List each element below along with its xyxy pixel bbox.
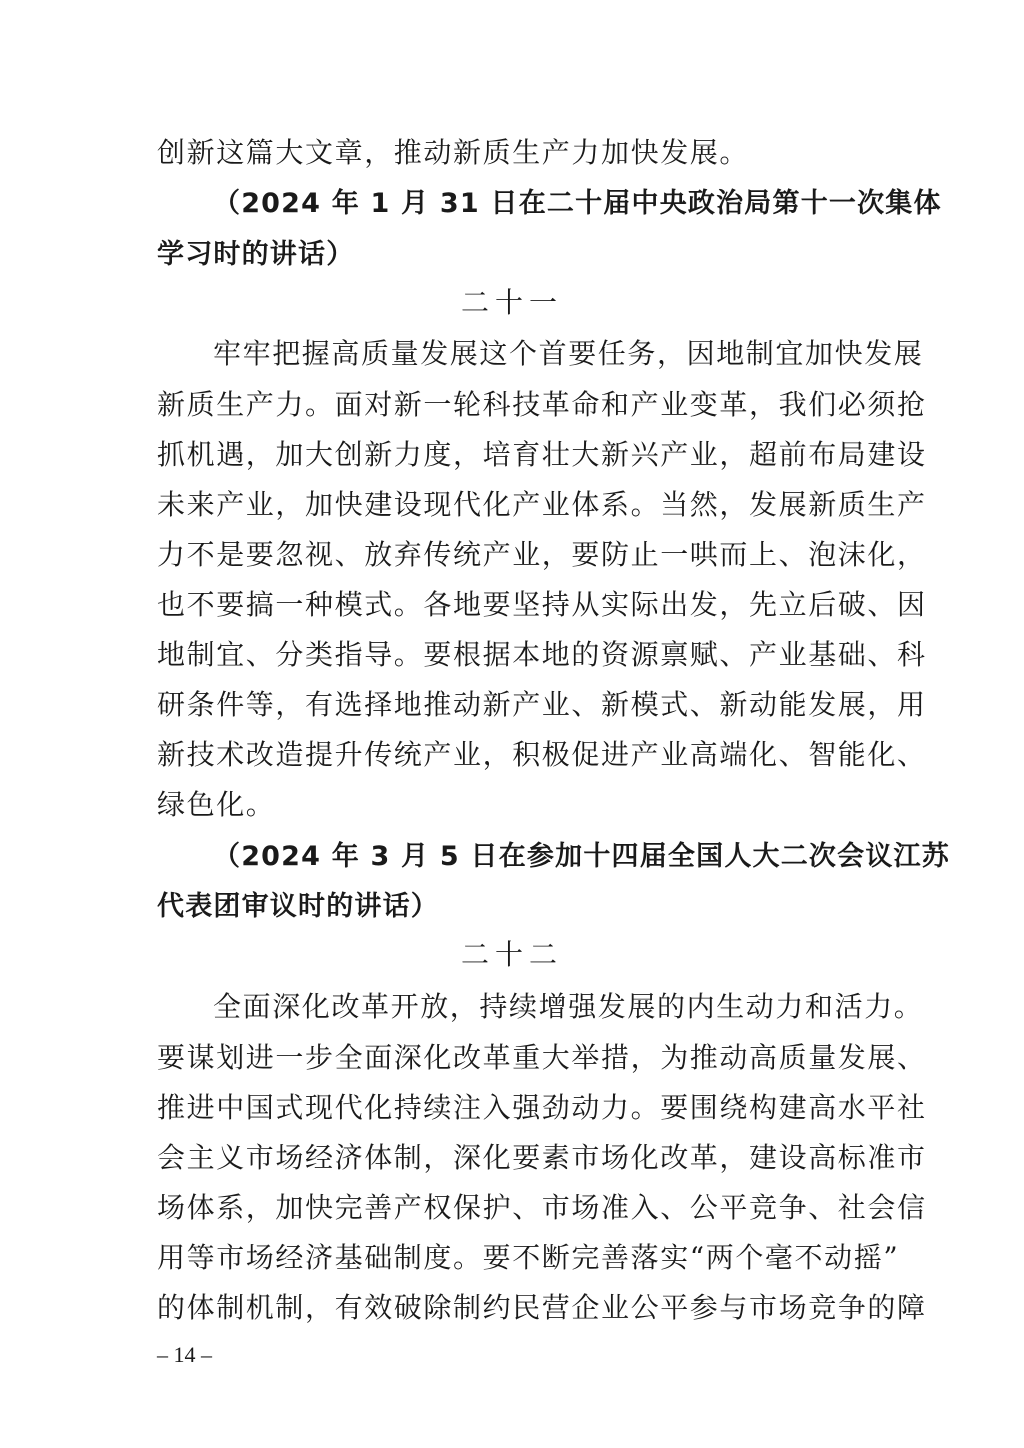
source-citation: 代表团审议时的讲话）: [157, 891, 439, 922]
text-line: 研条件等，有选择地推动新产业、新模式、新动能发展，用: [157, 688, 927, 721]
text-line: 新技术改造提升传统产业，积极促进产业高端化、智能化、: [157, 738, 927, 771]
text-line: 创新这篇大文章，推动新质生产力加快发展。: [157, 136, 750, 169]
text-line: 绿色化。: [157, 788, 276, 821]
text-line: 牢牢把握高质量发展这个首要任务，因地制宜加快发展: [213, 337, 924, 370]
source-citation: 学习时的讲话）: [157, 239, 355, 270]
page-number: – 14 –: [157, 1342, 212, 1367]
text-line: 会主义市场经济体制，深化要素市场化改革，建设高标准市: [157, 1141, 927, 1174]
source-citation: （2024 年 1 月 31 日在二十届中央政治局第十一次集体: [213, 188, 942, 219]
text-line: 全面深化改革开放，持续增强发展的内生动力和活力。: [213, 990, 924, 1023]
source-citation: （2024 年 3 月 5 日在参加十四届全国人大二次会议江苏: [213, 841, 950, 872]
text-line: 抓机遇，加大创新力度，培育壮大新兴产业，超前布局建设: [157, 438, 927, 471]
text-line: 用等市场经济基础制度。要不断完善落实“两个毫不动摇”: [157, 1241, 900, 1274]
text-line: 新质生产力。面对新一轮科技革命和产业变革，我们必须抢: [157, 388, 927, 421]
text-line: 力不是要忽视、放弃传统产业，要防止一哄而上、泡沫化，: [157, 538, 927, 571]
text-line: 未来产业，加快建设现代化产业体系。当然，发展新质生产: [157, 488, 927, 521]
text-line: 的体制机制，有效破除制约民营企业公平参与市场竞争的障: [157, 1291, 927, 1324]
text-line: 推进中国式现代化持续注入强劲动力。要围绕构建高水平社: [157, 1091, 927, 1124]
section-heading: 二十二: [460, 938, 563, 971]
text-line: 场体系，加快完善产权保护、市场准入、公平竞争、社会信: [157, 1191, 927, 1224]
text-line: 地制宜、分类指导。要根据本地的资源禀赋、产业基础、科: [157, 638, 927, 671]
section-heading: 二十一: [460, 286, 563, 319]
text-line: 要谋划进一步全面深化改革重大举措，为推动高质量发展、: [157, 1041, 927, 1074]
text-line: 也不要搞一种模式。各地要坚持从实际出发，先立后破、因: [157, 588, 927, 621]
